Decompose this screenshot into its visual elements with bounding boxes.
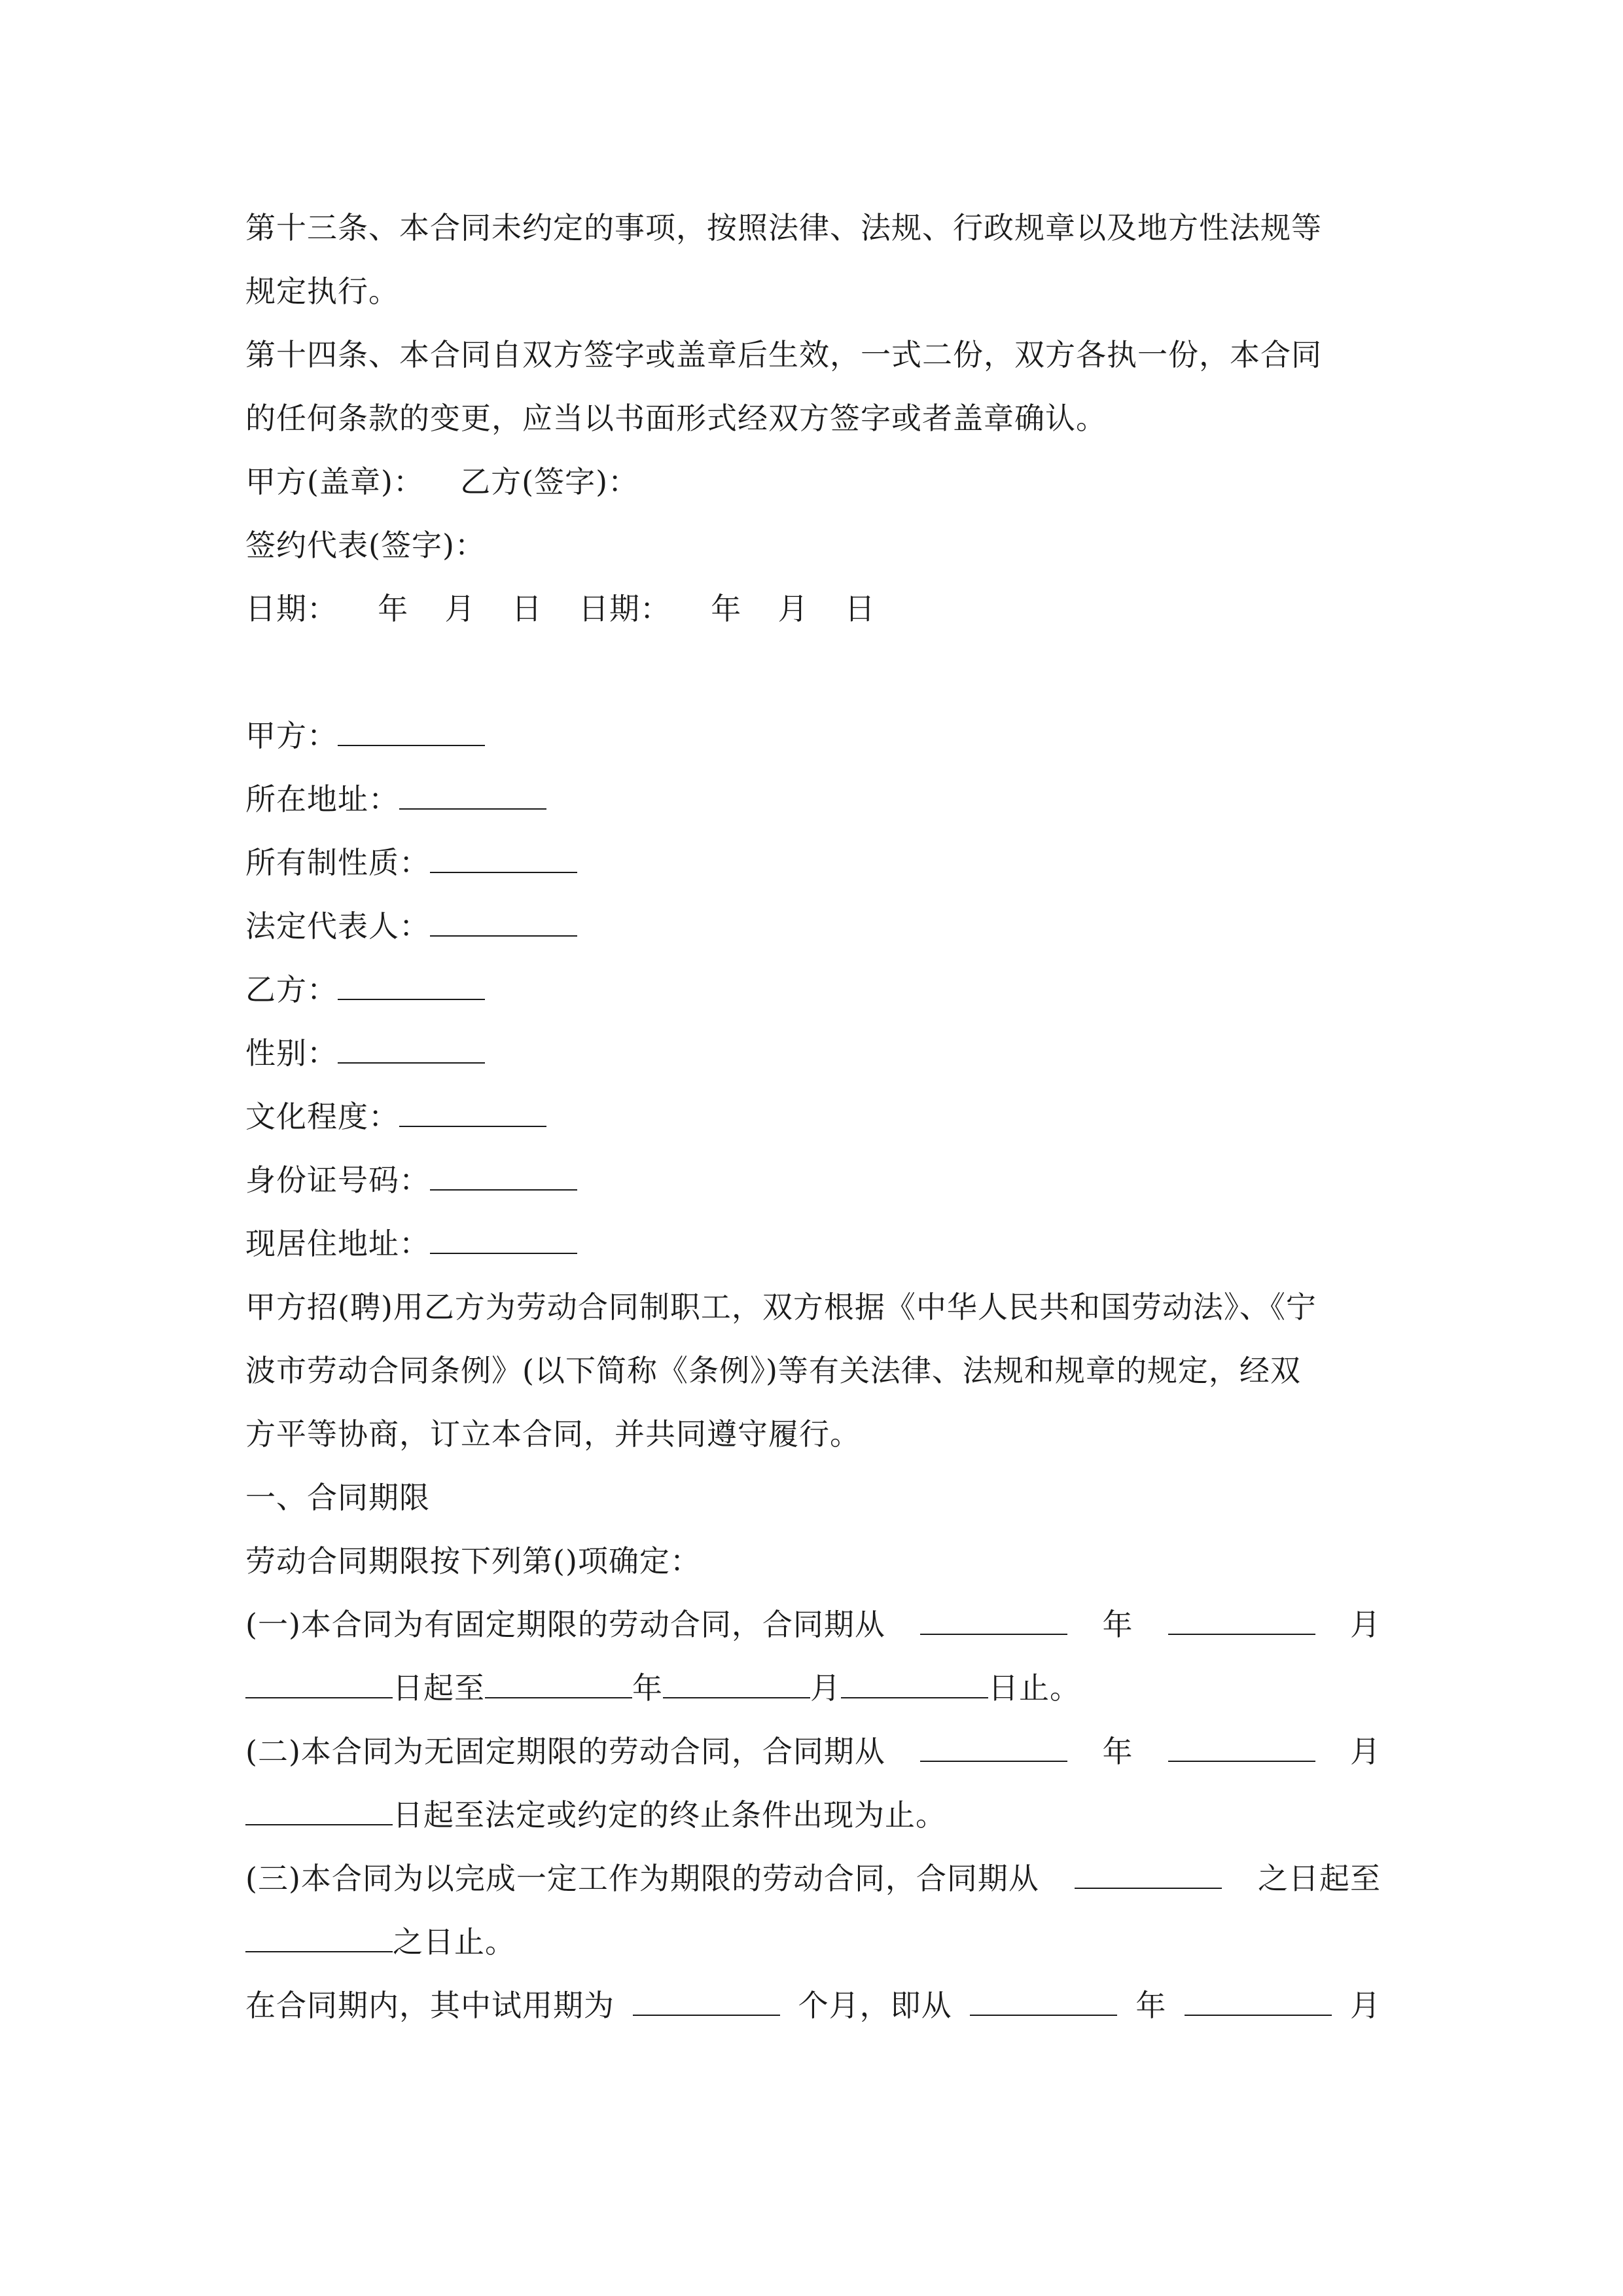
section-1-lead: 劳动合同期限按下列第()项确定： (245, 1543, 701, 1579)
item-2-line-2 (245, 1784, 1381, 1847)
representative-signature: 签约代表(签字)： (245, 528, 486, 563)
signature-dates (245, 577, 1381, 641)
item-3-line-1 (245, 1847, 1381, 1910)
intro-line-2: 波市劳动合同条例》(以下简称《条例》)等有关法律、法规和规章的规定，经双 (245, 1353, 1301, 1388)
item-1-line-1 (245, 1593, 1381, 1657)
education-row (245, 1085, 1381, 1149)
party-a-row (245, 704, 1381, 768)
item-1-start-day-blank[interactable] (245, 1676, 393, 1698)
current-address-row (245, 1212, 1381, 1276)
item-1-end-year-blank[interactable] (485, 1676, 632, 1698)
legal-rep-label: 法定代表人： (245, 908, 430, 944)
item-1-month: 月 (1349, 1607, 1381, 1642)
id-number-blank[interactable] (430, 1168, 577, 1191)
item-1-line-2 (245, 1657, 1381, 1720)
item-1-start-text: 日起至 (393, 1670, 485, 1706)
item-1-start-year-blank[interactable] (920, 1613, 1067, 1635)
item-3-end-text: 之日止。 (393, 1924, 516, 1960)
date-label-b: 日期： (579, 591, 671, 626)
address-label: 所在地址： (245, 781, 399, 817)
probation-line (245, 1974, 1381, 2037)
intro-line-3: 方平等协商，订立本合同，并共同遵守履行。 (245, 1416, 861, 1452)
gender-label: 性别： (245, 1035, 338, 1071)
section-1-heading: 一、合同期限 (245, 1480, 430, 1515)
item-2-start-day-blank[interactable] (245, 1803, 393, 1825)
item-2-end-text: 日起至法定或约定的终止条件出现为止。 (393, 1797, 946, 1833)
current-address-label: 现居住地址： (245, 1226, 430, 1261)
legal-rep-blank[interactable] (430, 914, 577, 937)
probation-year: 年 (1135, 1988, 1167, 2023)
address-row (245, 768, 1381, 831)
probation-year-blank[interactable] (970, 1994, 1117, 2016)
probation-months-text: 个月，即从 (798, 1988, 952, 2023)
probation-month: 月 (1349, 1988, 1381, 2023)
item-3-start-blank[interactable] (1075, 1867, 1222, 1889)
day-b: 日 (844, 591, 876, 626)
legal-rep-row (245, 895, 1381, 958)
blank-spacer (245, 641, 1381, 704)
probation-months-blank[interactable] (633, 1994, 780, 2016)
month-a: 月 (444, 591, 476, 626)
intro-line-1: 甲方招(聘)用乙方为劳动合同制职工，双方根据《中华人民共和国劳动法》、《宁 (245, 1289, 1317, 1325)
education-blank[interactable] (399, 1105, 546, 1127)
month-b: 月 (777, 591, 809, 626)
year-a: 年 (378, 591, 409, 626)
day-a: 日 (511, 591, 543, 626)
party-b-blank[interactable] (338, 978, 485, 1000)
ownership-row (245, 831, 1381, 895)
article-14-line-1: 第十四条、本合同自双方签字或盖章后生效，一式二份，双方各执一份，本合同 (245, 337, 1322, 372)
item-1-end-month-blank[interactable] (663, 1676, 810, 1698)
item-1-end-month: 月 (810, 1670, 841, 1706)
party-b-label: 乙方： (245, 972, 338, 1007)
item-2-start-year-blank[interactable] (920, 1740, 1067, 1762)
id-number-label: 身份证号码： (245, 1162, 430, 1198)
gender-blank[interactable] (338, 1041, 485, 1064)
signature-parties (245, 450, 1381, 514)
item-1-year: 年 (1102, 1607, 1133, 1642)
probation-text: 在合同期内，其中试用期为 (245, 1988, 615, 2023)
date-label-a: 日期： (245, 591, 338, 626)
item-1-text: (一)本合同为有固定期限的劳动合同，合同期从 (245, 1607, 885, 1642)
item-2-month: 月 (1349, 1734, 1381, 1769)
item-1-end-day-blank[interactable] (841, 1676, 988, 1698)
item-3-line-2 (245, 1910, 1381, 1974)
party-b-sign-label: 乙方(签字)： (460, 464, 639, 499)
item-2-start-month-blank[interactable] (1168, 1740, 1315, 1762)
item-1-start-month-blank[interactable] (1168, 1613, 1315, 1635)
item-3-text: (三)本合同为以完成一定工作为期限的劳动合同，合同期从 (245, 1861, 1039, 1896)
article-14-line-2: 的任何条款的变更，应当以书面形式经双方签字或者盖章确认。 (245, 401, 1107, 436)
party-b-row (245, 958, 1381, 1022)
address-blank[interactable] (399, 787, 546, 810)
year-b: 年 (711, 591, 742, 626)
party-a-blank[interactable] (338, 724, 485, 746)
document-body (245, 196, 1381, 2037)
article-13-line-1: 第十三条、本合同未约定的事项，按照法律、法规、行政规章以及地方性法规等 (245, 210, 1322, 245)
ownership-blank[interactable] (430, 851, 577, 873)
item-2-text: (二)本合同为无固定期限的劳动合同，合同期从 (245, 1734, 885, 1769)
item-1-end-text: 日止。 (988, 1670, 1080, 1706)
education-label: 文化程度： (245, 1099, 399, 1134)
party-a-label: 甲方： (245, 718, 338, 753)
item-2-line-1 (245, 1720, 1381, 1784)
article-13-line-2: 规定执行。 (245, 274, 399, 309)
probation-month-blank[interactable] (1185, 1994, 1332, 2016)
item-3-start-end-text: 之日起至 (1258, 1861, 1381, 1896)
id-number-row (245, 1149, 1381, 1212)
ownership-label: 所有制性质： (245, 845, 430, 880)
item-1-end-year: 年 (632, 1670, 663, 1706)
gender-row (245, 1022, 1381, 1085)
party-a-seal-label: 甲方(盖章)： (245, 464, 424, 499)
item-3-end-blank[interactable] (245, 1930, 393, 1952)
current-address-blank[interactable] (430, 1232, 577, 1254)
item-2-year: 年 (1102, 1734, 1133, 1769)
